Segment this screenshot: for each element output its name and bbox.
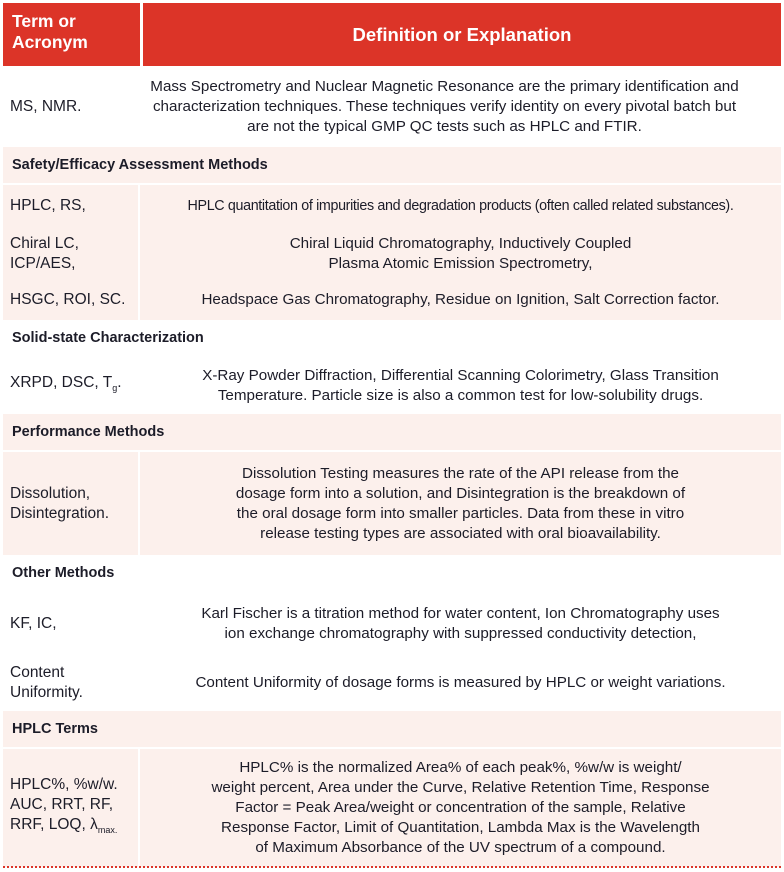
table-row (3, 358, 781, 414)
definition-cell (140, 758, 781, 858)
term-subscript: g (112, 383, 118, 394)
term-line: Content (10, 664, 65, 681)
term-tail: . (117, 374, 122, 392)
definition-line: Karl Fischer is a titration method for water content, Ion Chromatography uses (201, 605, 720, 622)
section-title: Performance Methods (3, 414, 781, 452)
table-row (3, 749, 781, 867)
section-other-methods (3, 555, 781, 711)
term-cell: HSGC, ROI, SC. (3, 280, 140, 320)
bottom-dotted-rule (3, 866, 781, 868)
definition-cell: Content Uniformity of dosage forms is measured by HPLC or weight variations. (195, 674, 726, 691)
section-performance (3, 414, 781, 555)
section-solid-state (3, 320, 781, 414)
section-safety-efficacy (3, 147, 781, 320)
term-cell (3, 227, 140, 280)
definition-line: X-Ray Powder Diffraction, Differential Scanning Colorimetry, Glass Transition (202, 367, 719, 384)
table-row (3, 452, 781, 555)
term-line: Chiral LC, (10, 234, 79, 252)
definition-line: ion exchange chromatography with suppressed conductivity detection, (224, 625, 697, 642)
term-cell (3, 749, 140, 867)
definition-cell (140, 366, 781, 406)
section-title: Safety/Efficacy Assessment Methods (3, 147, 781, 185)
definition-line: Plasma Atomic Emission Spectrometry, (328, 254, 593, 272)
table-header (3, 3, 781, 66)
term-line: HPLC%, %w/w. (10, 776, 118, 794)
definition-line: Response Factor, Limit of Quantitation, Lambda Max is the Wavelength (221, 819, 700, 836)
definition-line: Chiral Liquid Chromatography, Inductively Coupled (289, 234, 632, 252)
definition-line: Temperature. Particle size is also a common test for low-solubility drugs. (217, 387, 704, 404)
definition-line: Factor = Peak Area/weight or concentration of the sample, Relative (235, 799, 686, 816)
definition-line: HPLC% is the normalized Area% of each peak%, %w/w is weight/ (239, 759, 682, 776)
definition-cell: HPLC quantitation of impurities and degradation products (often called related substances). (187, 198, 734, 214)
term-line: Uniformity. (10, 684, 83, 701)
definition-line: of Maximum Absorbance of the UV spectrum of a compound. (255, 839, 666, 856)
intro-block (3, 66, 781, 147)
definition-cell: Headspace Gas Chromatography, Residue on Ignition, Salt Correction factor. (201, 291, 720, 308)
glossary-table (3, 3, 781, 867)
header-term-line2: Acronym (12, 32, 88, 52)
term-cell (3, 663, 140, 703)
term-line: ICP/AES, (10, 254, 76, 272)
term-line: Disintegration. (10, 504, 110, 522)
definition-cell (140, 234, 781, 274)
definition-cell (140, 464, 781, 544)
definition-line: weight percent, Area under the Curve, Relative Retention Time, Response (211, 779, 710, 796)
term-line (10, 815, 117, 840)
definition-cell: Mass Spectrometry and Nuclear Magnetic Resonance are the primary identification and characterization techniques. These techniques verify identity on every pivotal batch but are not the typical GMP QC tests such as HPLC and FTIR. (150, 77, 739, 135)
table-row (3, 66, 781, 147)
definition-line: dosage form into a solution, and Disintegration is the breakdown of (235, 484, 686, 502)
section-title: Other Methods (3, 555, 781, 593)
term-subscript: max. (97, 825, 118, 836)
header-definition-column: Definition or Explanation (143, 3, 781, 66)
header-term-column (3, 3, 140, 66)
table-row (3, 655, 781, 711)
table-row (3, 227, 781, 280)
table-row (3, 280, 781, 320)
table-row (3, 593, 781, 655)
table-row (3, 185, 781, 227)
section-title: Solid-state Characterization (3, 320, 781, 358)
term-line: Dissolution, (10, 484, 91, 502)
term-cell: HPLC, RS, (3, 185, 140, 227)
term-line: AUC, RRT, RF, (10, 796, 114, 814)
term-cell (3, 373, 140, 398)
term-text: XRPD, DSC, T (10, 374, 113, 392)
definition-cell (140, 604, 781, 644)
definition-line: release testing types are associated with oral bioavailability. (260, 524, 661, 542)
term-cell: KF, IC, (10, 615, 57, 632)
section-title: HPLC Terms (3, 711, 781, 749)
header-term-line1: Term or (12, 11, 76, 31)
term-text: RRF, LOQ, λ (10, 816, 98, 834)
definition-line: Dissolution Testing measures the rate of the API release from the (241, 464, 679, 482)
term-cell: MS, NMR. (10, 97, 82, 115)
definition-line: the oral dosage form into smaller particles. Data from these in vitro (236, 504, 685, 522)
section-hplc-terms (3, 711, 781, 867)
term-cell (3, 452, 140, 555)
